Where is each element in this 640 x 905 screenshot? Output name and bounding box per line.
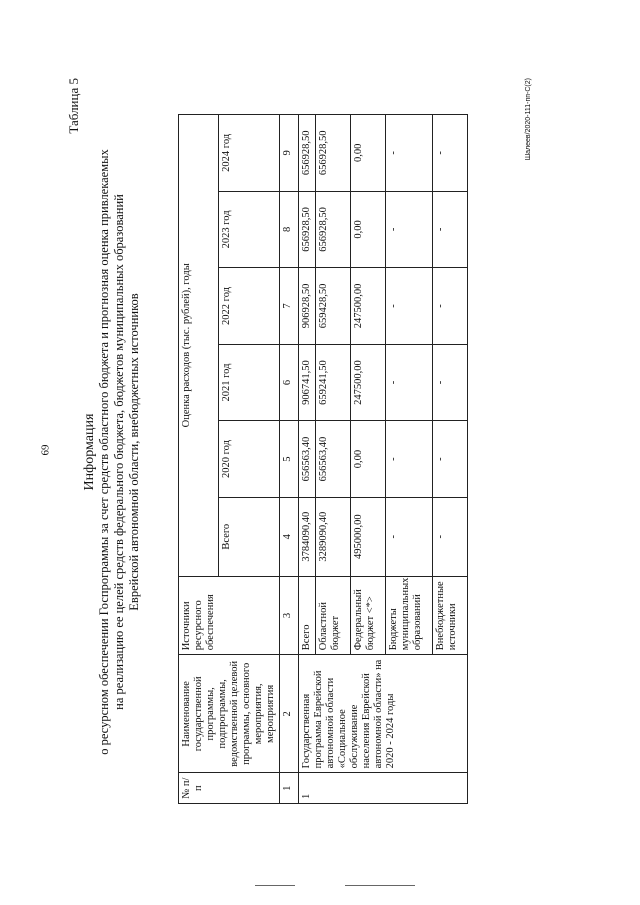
value-cell: - [386, 497, 433, 576]
resource-table [178, 114, 468, 804]
value-cell: - [433, 268, 468, 345]
column-number: 1 [280, 773, 299, 804]
value-cell: - [386, 421, 433, 498]
value-cell: 0,00 [351, 115, 386, 192]
value-cell: 0,00 [351, 191, 386, 268]
value-cell: - [386, 344, 433, 421]
value-cell: 656928,50 [299, 115, 316, 192]
source-cell: Федеральный бюджет <*> [351, 576, 386, 655]
header-total: Всего [219, 497, 280, 576]
value-cell: - [386, 115, 433, 192]
divider [345, 885, 415, 886]
value-cell: 656928,50 [299, 191, 316, 268]
value-cell: 0,00 [351, 421, 386, 498]
column-number: 6 [280, 344, 299, 421]
page-number: 69 [39, 444, 52, 456]
value-cell: - [433, 191, 468, 268]
value-cell: 247500,00 [351, 268, 386, 345]
header-name: Наименование государственной программы, подпрограммы, ведомственной целевой программы, основного мероприятия, мероприятия [179, 655, 280, 773]
row-number: 1 [299, 773, 468, 804]
column-number: 9 [280, 115, 299, 192]
value-cell: - [433, 421, 468, 498]
header-year-2024: 2024 год [219, 115, 280, 192]
program-name: Государственная программа Еврейской автономной области «Социальное обслуживание населения Еврейской автономной области» на 2020 - 2024 годы [299, 655, 468, 773]
column-number: 5 [280, 421, 299, 498]
subtitle-line-1: о ресурсном обеспечении Госпрограммы за счет средств областного бюджета и прогнозная оценка привлекаемых [97, 149, 111, 755]
value-cell: 656928,50 [316, 115, 351, 192]
table-label: Таблица 5 [66, 78, 81, 134]
value-cell: 656563,40 [299, 421, 316, 498]
value-cell: 906741,50 [299, 344, 316, 421]
column-number: 8 [280, 191, 299, 268]
value-cell: 906928,50 [299, 268, 316, 345]
value-cell: - [386, 191, 433, 268]
value-cell: 3289090,40 [316, 497, 351, 576]
source-cell: Бюджеты муниципальных образований [386, 576, 433, 655]
value-cell: - [433, 497, 468, 576]
document-title: Информация [82, 413, 97, 491]
source-cell: Областной бюджет [316, 576, 351, 655]
value-cell: 656563,40 [316, 421, 351, 498]
value-cell: - [433, 344, 468, 421]
header-year-2020: 2020 год [219, 421, 280, 498]
source-cell: Внебюджетные источники [433, 576, 468, 655]
source-cell: Всего [299, 576, 316, 655]
value-cell: 656928,50 [316, 191, 351, 268]
value-cell: - [386, 268, 433, 345]
value-cell: 659241,50 [316, 344, 351, 421]
subtitle-line-3: Еврейской автономной области, внебюджетных источников [127, 293, 141, 611]
divider [255, 885, 295, 886]
header-source: Источники ресурсного обеспечения [179, 576, 280, 655]
value-cell: 495000,00 [351, 497, 386, 576]
footer-code: Шалеев/2020-111-пп-С(2) [525, 78, 532, 161]
header-year-2021: 2021 год [219, 344, 280, 421]
header-estimate: Оценка расходов (тыс. рублей), годы [179, 115, 219, 577]
value-cell: 3784090,40 [299, 497, 316, 576]
value-cell: - [433, 115, 468, 192]
value-cell: 247500,00 [351, 344, 386, 421]
header-number: № п/п [179, 773, 280, 804]
column-number: 3 [280, 576, 299, 655]
column-number: 7 [280, 268, 299, 345]
header-year-2023: 2023 год [219, 191, 280, 268]
header-year-2022: 2022 год [219, 268, 280, 345]
value-cell: 659428,50 [316, 268, 351, 345]
document-heading [82, 72, 142, 832]
column-number: 2 [280, 655, 299, 773]
table-row [299, 115, 316, 804]
column-number-row [280, 115, 299, 804]
column-number: 4 [280, 497, 299, 576]
subtitle-line-2: на реализацию ее целей средств федерального бюджета, бюджетов муниципальных образований [112, 194, 126, 710]
rotated-content [60, 72, 580, 832]
